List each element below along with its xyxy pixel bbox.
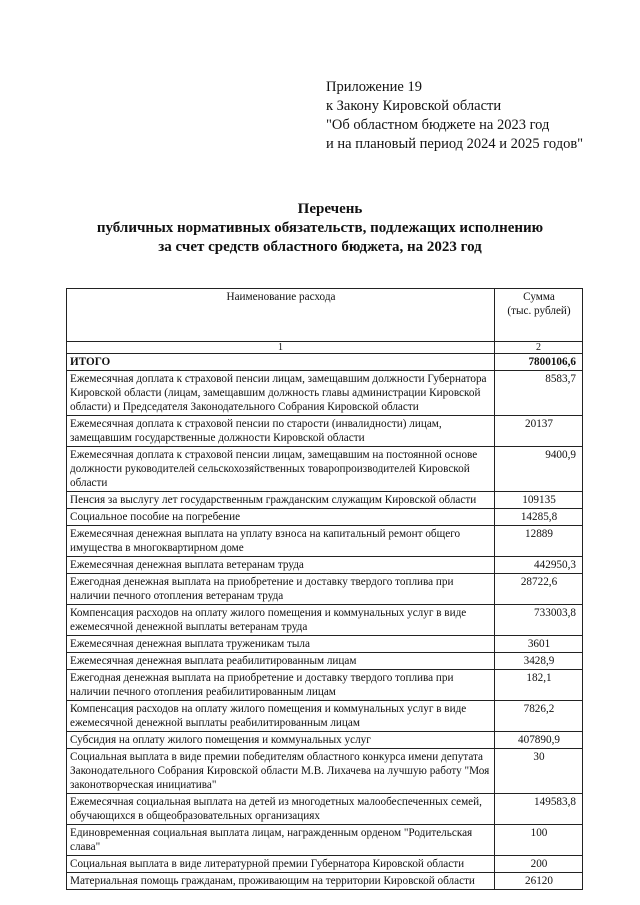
column-header-name: Наименование расхода bbox=[67, 289, 495, 342]
expense-sum: 8583,7 bbox=[495, 371, 583, 416]
column-number-2: 2 bbox=[495, 342, 583, 354]
expense-name: Социальная выплата в виде премии победителям областного конкурса имени депутата Законодательного Собрания Кировской области М.В. Лихачева на лучшую работу "Моя законотворческая инициатива" bbox=[67, 749, 495, 794]
expense-sum: 182,1 bbox=[495, 670, 583, 701]
expense-name: Ежегодная денежная выплата на приобретение и доставку твердого топлива при наличии печного отопления реабилитированным лицам bbox=[67, 670, 495, 701]
expense-name: Компенсация расходов на оплату жилого помещения и коммунальных услуг в виде ежемесячной денежной выплаты ветеранам труда bbox=[67, 605, 495, 636]
total-label: ИТОГО bbox=[67, 354, 495, 371]
expense-sum: 28722,6 bbox=[495, 574, 583, 605]
heading-title: Перечень bbox=[297, 201, 363, 217]
expense-sum: 14285,8 bbox=[495, 509, 583, 526]
expense-name: Ежемесячная денежная выплата ветеранам труда bbox=[67, 557, 495, 574]
expense-name: Ежемесячная доплата к страховой пенсии лицам, замещавшим на постоянной основе должности руководителей сельскохозяйственных товаропроизводителей Кировской области bbox=[67, 447, 495, 492]
column-header-sum bbox=[495, 289, 583, 342]
expense-name: Компенсация расходов на оплату жилого помещения и коммунальных услуг в виде ежемесячной денежной выплаты реабилитированным лицам bbox=[67, 701, 495, 732]
table-row bbox=[67, 605, 583, 636]
column-header-sum-line-1: Сумма bbox=[523, 291, 555, 303]
expense-sum: 12889 bbox=[495, 526, 583, 557]
appendix-line-2: к Закону Кировской области bbox=[326, 98, 502, 114]
expense-sum: 3601 bbox=[495, 636, 583, 653]
table-row bbox=[67, 794, 583, 825]
expense-name: Ежемесячная денежная выплата на уплату взноса на капитальный ремонт общего имущества в многоквартирном доме bbox=[67, 526, 495, 557]
table-row bbox=[67, 873, 583, 890]
appendix-block bbox=[326, 78, 583, 154]
total-row bbox=[67, 354, 583, 371]
table-row bbox=[67, 447, 583, 492]
expense-name: Социальное пособие на погребение bbox=[67, 509, 495, 526]
expense-name: Ежемесячная доплата к страховой пенсии по старости (инвалидности) лицам, замещавшим государственные должности Кировской области bbox=[67, 416, 495, 447]
table-row bbox=[67, 416, 583, 447]
table-row bbox=[67, 701, 583, 732]
appendix-line-1: Приложение 19 bbox=[326, 79, 422, 95]
expense-sum: 733003,8 bbox=[495, 605, 583, 636]
expense-sum: 109135 bbox=[495, 492, 583, 509]
expense-name: Материальная помощь гражданам, проживающим на территории Кировской области bbox=[67, 873, 495, 890]
heading-line-3: за счет средств областного бюджета, на 2023 год bbox=[158, 239, 482, 255]
expense-name: Субсидия на оплату жилого помещения и коммунальных услуг bbox=[67, 732, 495, 749]
expense-name: Единовременная социальная выплата лицам, награжденным орденом "Родительская слава" bbox=[67, 825, 495, 856]
column-number-row bbox=[67, 342, 583, 354]
expense-sum: 407890,9 bbox=[495, 732, 583, 749]
table-row bbox=[67, 557, 583, 574]
expense-sum: 100 bbox=[495, 825, 583, 856]
total-sum: 7800106,6 bbox=[495, 354, 583, 371]
expense-name: Пенсия за выслугу лет государственным гражданским служащим Кировской области bbox=[67, 492, 495, 509]
appendix-line-3: "Об областном бюджете на 2023 год bbox=[326, 117, 550, 133]
table-row bbox=[67, 371, 583, 416]
expense-sum: 200 bbox=[495, 856, 583, 873]
expense-sum: 20137 bbox=[495, 416, 583, 447]
expense-name: Ежемесячная денежная выплата труженикам тыла bbox=[67, 636, 495, 653]
column-number-1: 1 bbox=[67, 342, 495, 354]
table-row bbox=[67, 574, 583, 605]
expense-sum: 26120 bbox=[495, 873, 583, 890]
table-row bbox=[67, 749, 583, 794]
expense-sum: 442950,3 bbox=[495, 557, 583, 574]
expense-sum: 30 bbox=[495, 749, 583, 794]
table-row bbox=[67, 825, 583, 856]
table-row bbox=[67, 509, 583, 526]
table-row bbox=[67, 526, 583, 557]
table-row bbox=[67, 492, 583, 509]
table-row bbox=[67, 670, 583, 701]
obligations-table bbox=[66, 288, 583, 890]
table-row bbox=[67, 653, 583, 670]
expense-name: Ежегодная денежная выплата на приобретение и доставку твердого топлива при наличии печного отопления ветеранам труда bbox=[67, 574, 495, 605]
expense-sum: 3428,9 bbox=[495, 653, 583, 670]
table-row bbox=[67, 856, 583, 873]
expense-name: Ежемесячная социальная выплата на детей из многодетных малообеспеченных семей, обучающихся в общеобразовательных организациях bbox=[67, 794, 495, 825]
expense-sum: 9400,9 bbox=[495, 447, 583, 492]
table-row bbox=[67, 732, 583, 749]
appendix-line-4: и на плановый период 2024 и 2025 годов" bbox=[326, 136, 584, 152]
table-row bbox=[67, 636, 583, 653]
expense-name: Социальная выплата в виде литературной премии Губернатора Кировской области bbox=[67, 856, 495, 873]
column-header-sum-line-2: (тыс. рублей) bbox=[507, 305, 571, 317]
expense-name: Ежемесячная доплата к страховой пенсии лицам, замещавшим должности Губернатора Кировской области (лицам, замещавшим должность главы администрации Кировской области) и Председателя Законодательного Собрания Кировской области bbox=[67, 371, 495, 416]
expense-name: Ежемесячная денежная выплата реабилитированным лицам bbox=[67, 653, 495, 670]
expense-sum: 149583,8 bbox=[495, 794, 583, 825]
heading-line-2: публичных нормативных обязательств, подлежащих исполнению bbox=[96, 220, 544, 236]
expense-sum: 7826,2 bbox=[495, 701, 583, 732]
document-heading bbox=[0, 200, 640, 257]
table-header-row bbox=[67, 289, 583, 342]
